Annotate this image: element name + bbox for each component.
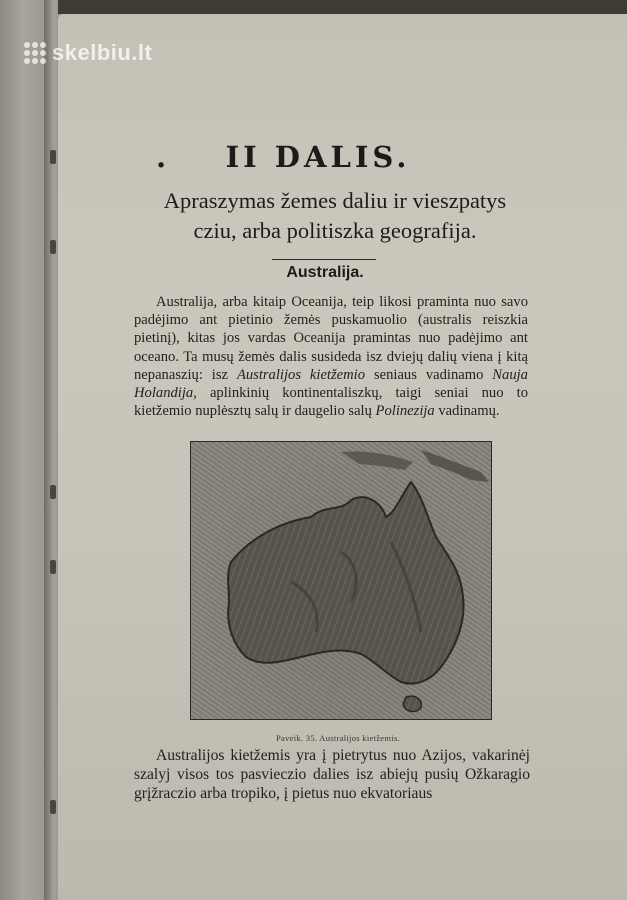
binding-stitch bbox=[50, 800, 56, 814]
binding-stitch bbox=[50, 240, 56, 254]
figure-caption: Paveik. 35. Australijos kietžemis. bbox=[276, 733, 400, 743]
page-top-shadow bbox=[58, 0, 627, 14]
australia-map-figure bbox=[190, 441, 492, 720]
chapter-subtitle bbox=[120, 186, 550, 246]
watermark-text: skelbiu.lt bbox=[52, 40, 153, 65]
australia-relief-map-icon bbox=[191, 442, 491, 719]
binding-stitch bbox=[50, 485, 56, 499]
subtitle-line-1: Apraszymas žemes daliu ir vieszpatys bbox=[163, 188, 507, 213]
binding-stitch bbox=[50, 560, 56, 574]
watermark bbox=[24, 40, 152, 66]
watermark-logo-icon bbox=[24, 42, 46, 64]
section-heading: Australija. bbox=[286, 264, 364, 281]
binding-stitch bbox=[50, 150, 56, 164]
subtitle-line-2: cziu, arba politiszka geografija. bbox=[193, 218, 477, 243]
part-title: . II DALIS. bbox=[156, 140, 411, 174]
paragraph-australia-intro: Australija, arba kitaip Oceanija, teip likosi praminta nuo savo padėjimo ant pietinio žemės puskamuolio (australis reiszkia pietinį), kitas jos vardas Oceanija pramintas nuo padėjimo ant oceano. Ta musų žemės dalis susideda isz dviejų dalių viena į kitą nepanaszių: isz Australijos kietžemio seniaus vadinamo Nauja Holandija, aplinkinių kontinentaliszkų, taigi seniai nuo to kietžemio nuplėsztų salų ir daugelio salų Polinezija vadinamų. bbox=[134, 294, 528, 420]
paragraph-australia-location: Australijos kietžemis yra į pietrytus nuo Azijos, vakarinėj szalyj visos tos pasvieczio dalies isz abiejų pusių Ožkaragio grįžraczio arba tropiko, į pietus nuo ekvatoriaus bbox=[134, 747, 530, 802]
divider-rule bbox=[272, 259, 376, 260]
